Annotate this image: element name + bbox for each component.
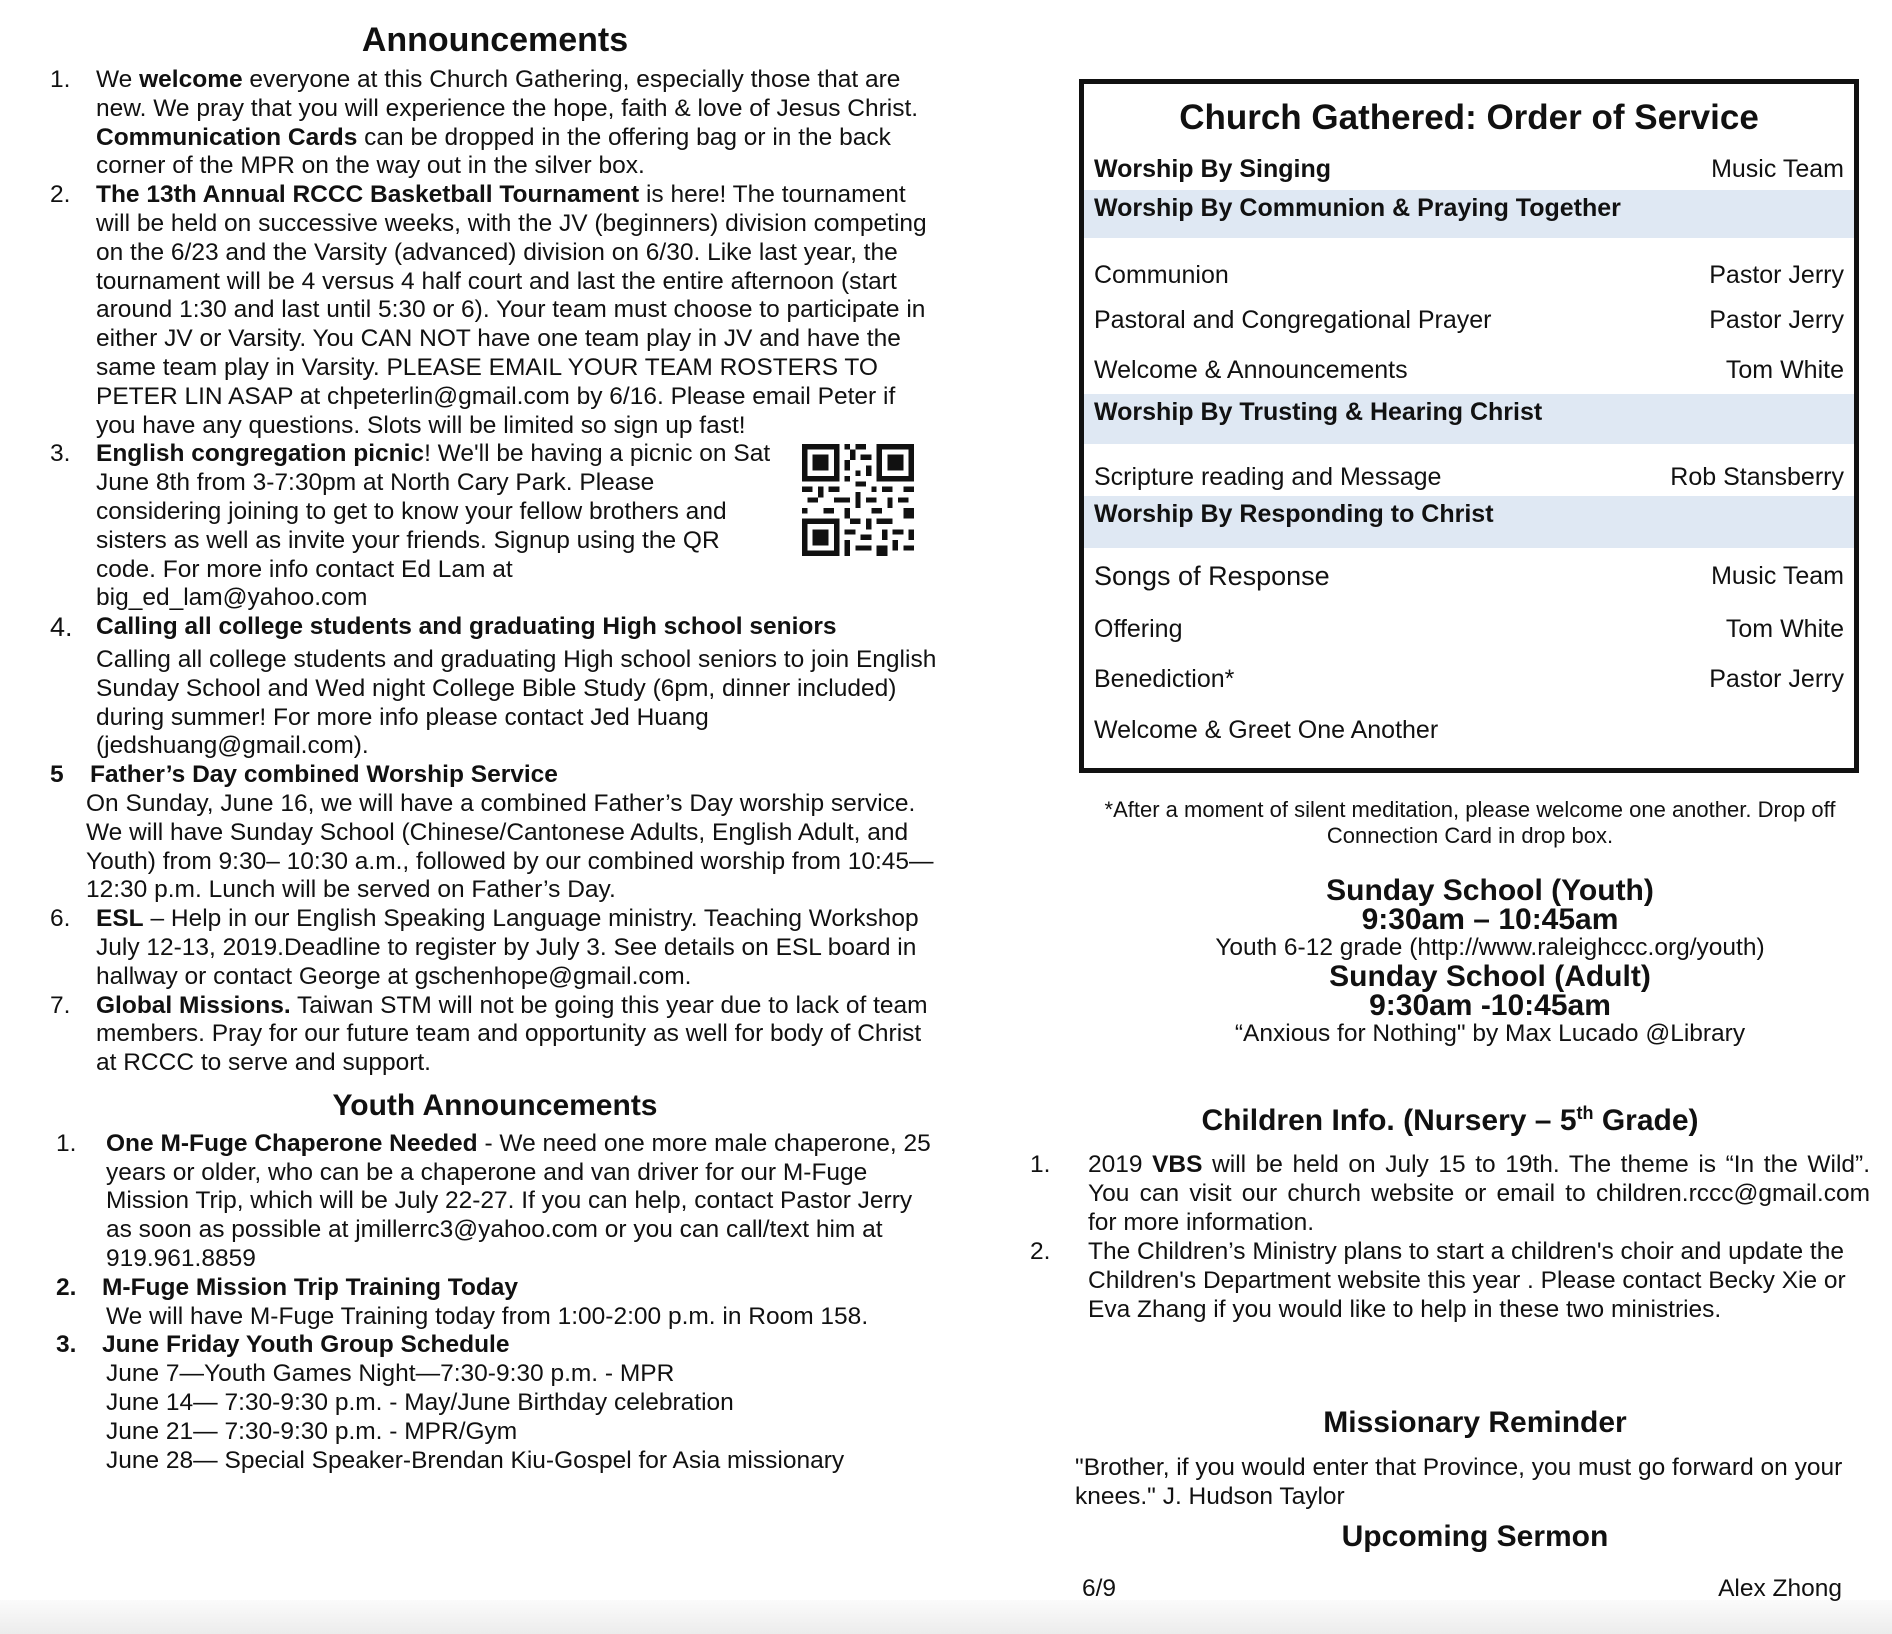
item-heading: Father’s Day combined Worship Service [90, 761, 558, 789]
service-section-label: Worship By Trusting & Hearing Christ [1094, 398, 1543, 426]
sunday-school-adult-desc: “Anxious for Nothing" by Max Lucado @Library [1234, 1020, 1746, 1047]
service-row-label: Scripture reading and Message [1094, 463, 1442, 491]
item-number: 5 [50, 761, 64, 789]
service-section-header [1084, 394, 1854, 444]
item-text [106, 1130, 940, 1274]
qr-code-icon[interactable] [802, 444, 914, 556]
item-number: 2. [56, 1273, 77, 1301]
text-bold: VBS [1152, 1151, 1203, 1178]
text-run: everyone at this Church Gathering, especially those that are new. We pray that you will experience the hope, faith & love of Jesus Christ. [96, 66, 919, 122]
item-number: 2. [50, 181, 71, 209]
service-row [1084, 604, 1854, 654]
text-bold: welcome [139, 66, 243, 93]
upcoming-sermon-title: Upcoming Sermon [1341, 1520, 1609, 1553]
item-text [86, 761, 940, 905]
item-text [96, 613, 940, 761]
sunday-school-youth-time: 9:30am – 10:45am [1361, 903, 1619, 936]
item-body: - We need one more male chaperone, 25 years or older, who can be a chaperone and van driver for our M-Fuge Mission Trip, which will be July 22-27. If you can help, contact Pastor Jerry as soon as possible at jmillerrc3@yahoo.com or you can call/text him at 919.961.8859 [106, 1129, 931, 1273]
item-body: is here! The tournament will be held on successive weeks, with the JV (beginners) division competing on the 6/23 and the Varsity (advanced) division on 6/30. Like last year, the tournament will be 4 versus 4 half court and last the entire afternoon (start around 1:30 and last until 5:30 or 6). Your team must choose to participate in either JV or Varsity. You CAN NOT have one team play in JV and have the same team play in Varsity. PLEASE EMAIL YOUR TEAM ROSTERS TO PETER LIN ASAP at chpeterlin@gmail.com by 6/16. Please email Peter if you have any questions. Slots will be limited so sign up fast! [96, 181, 927, 439]
service-row-leader: Music Team [1711, 561, 1844, 590]
youth-announcements-title: Youth Announcements [332, 1088, 658, 1122]
item-text [1088, 1150, 1870, 1237]
item-number: 3. [50, 440, 71, 468]
title-superscript: th [1576, 1103, 1594, 1123]
service-row [1084, 704, 1854, 756]
schedule-line: June 7—Youth Games Night—7:30-9:30 p.m. - MPR [106, 1360, 675, 1388]
order-of-service-title: Church Gathered: Order of Service [1179, 98, 1759, 137]
item-number: 2. [1030, 1238, 1051, 1265]
service-section-header [1084, 496, 1854, 548]
youth-item-2 [50, 1274, 940, 1332]
upcoming-sermon-row [1082, 1575, 1842, 1603]
youth-item-3 [50, 1331, 940, 1475]
item-body: ! We'll be having a picnic on Sat June 8th from 3-7:30pm at North Cary Park. Please considering joining to get to know your fellow brothers and sisters as well as invite your friends. Signup using the QR code. For more info contact Ed Lam at big_ed_lam@yahoo.com [96, 440, 771, 612]
service-row-label: Worship By Singing [1094, 154, 1332, 183]
service-row-label: Welcome & Announcements [1094, 355, 1408, 384]
item-heading: One M-Fuge Chaperone Needed [106, 1129, 478, 1157]
service-row-label: Pastoral and Congregational Prayer [1094, 305, 1492, 334]
announcement-item-3 [50, 440, 940, 613]
item-text [96, 992, 940, 1078]
announcement-item-5 [50, 761, 940, 905]
missionary-reminder-section [1075, 1405, 1875, 1511]
announcement-item-1 [50, 66, 940, 181]
item-number: 3. [56, 1331, 77, 1359]
service-row [1084, 654, 1854, 704]
service-section-label: Worship By Responding to Christ [1094, 500, 1494, 528]
text-run: 2019 [1088, 1151, 1153, 1178]
service-row [1084, 548, 1854, 604]
children-info-title [1030, 1094, 1870, 1140]
sunday-school-youth-desc: Youth 6-12 grade (http://www.raleighccc.org/youth) [1215, 934, 1765, 961]
item-heading: The 13th Annual RCCC Basketball Tournament [96, 181, 640, 209]
order-of-service-box [1079, 79, 1859, 773]
service-row [1084, 238, 1854, 294]
sermon-speaker: Alex Zhong [1718, 1575, 1842, 1602]
service-row-leader: Pastor Jerry [1709, 261, 1844, 289]
youth-item-1 [50, 1130, 940, 1274]
service-row-leader: Tom White [1725, 355, 1844, 384]
item-heading: M-Fuge Mission Trip Training Today [102, 1273, 519, 1301]
service-row-leader: Pastor Jerry [1709, 305, 1844, 334]
item-body: Calling all college students and graduating High school seniors to join English Sunday School and Wed night College Bible Study (6pm, dinner included) during summer! For more info please contact Jed Huang (jedshuang@gmail.com). [96, 645, 937, 760]
item-number: 1. [1030, 1151, 1051, 1178]
item-text: The Children’s Ministry plans to start a children's choir and update the Children's Department website this year . Please contact Becky Xie or Eva Zhang if you would like to help in these two ministries. [1088, 1238, 1846, 1323]
item-body: Taiwan STM will not be going this year due to lack of team members. Pray for our future team and opportunity as well for body of Christ at RCCC to serve and support. [96, 991, 928, 1077]
schedule-line: June 28— Special Speaker-Brendan Kiu-Gospel for Asia missionary [106, 1446, 845, 1474]
sunday-school-adult-title: Sunday School (Adult) [1329, 960, 1651, 993]
service-row-leader: Tom White [1725, 614, 1844, 643]
text-run: can be dropped in the offering bag or in the back corner of the MPR on the way out in the silver box. [96, 123, 891, 180]
service-row-label: Welcome & Greet One Another [1094, 715, 1439, 744]
title-text: Grade) [1593, 1104, 1699, 1137]
service-row-leader: Music Team [1711, 154, 1844, 183]
announcement-item-7 [50, 992, 940, 1078]
service-row-label: Communion [1094, 261, 1229, 289]
page-bottom-edge [0, 1600, 1892, 1634]
item-text [96, 440, 940, 613]
item-text [96, 905, 940, 991]
children-item-1 [1030, 1150, 1870, 1237]
service-section-label: Worship By Communion & Praying Together [1094, 194, 1621, 222]
item-body: We will have M-Fuge Training today from 1:00-2:00 p.m. in Room 158. [106, 1302, 869, 1330]
service-row-leader: Rob Stansberry [1670, 463, 1844, 491]
children-info-section [1030, 1094, 1870, 1324]
item-number: 1. [50, 66, 71, 93]
announcement-item-4 [50, 613, 940, 761]
service-row [1084, 346, 1854, 394]
service-row-label: Offering [1094, 614, 1183, 643]
item-body: On Sunday, June 16, we will have a combined Father’s Day worship service. We will have Sunday School (Chinese/Cantonese Adults, English Adult, and Youth) from 9:30– 10:30 a.m., followed by our combined worship from 10:45—12:30 p.m. Lunch will be served on Father’s Day. [86, 789, 934, 904]
item-number: 1. [56, 1129, 77, 1157]
schedule-line: June 14— 7:30-9:30 p.m. - May/June Birthday celebration [106, 1389, 734, 1417]
item-text [96, 66, 940, 181]
missionary-quote: "Brother, if you would enter that Province, you must go forward on your knees." J. Hudson Taylor [1075, 1454, 1843, 1510]
sermon-date: 6/9 [1082, 1575, 1117, 1602]
item-text [102, 1274, 940, 1332]
item-text [96, 181, 940, 440]
service-section-header [1084, 190, 1854, 238]
announcement-item-2 [50, 181, 940, 440]
service-row [1084, 294, 1854, 346]
text-bold: Communication Cards [96, 123, 358, 151]
item-body: – Help in our English Speaking Language ministry. Teaching Workshop July 12-13, 2019.Deadline to register by July 3. See details on ESL board in hallway or contact George at gschenhope@gmail.com. [96, 905, 919, 990]
item-text [102, 1331, 940, 1475]
announcement-item-6 [50, 905, 940, 991]
item-heading: Calling all college students and graduating High school seniors [96, 613, 837, 641]
schedule-line: June 21— 7:30-9:30 p.m. - MPR/Gym [106, 1417, 518, 1445]
sunday-school-adult-time: 9:30am -10:45am [1369, 989, 1611, 1022]
service-footnote: *After a moment of silent meditation, please welcome one another. Drop off Connection Card in drop box. [1104, 797, 1836, 848]
sunday-school-section [1070, 876, 1892, 1048]
item-heading: ESL [96, 905, 144, 933]
service-row-label: Songs of Response [1094, 560, 1330, 591]
item-heading: English congregation picnic [96, 440, 425, 468]
service-row-leader: Pastor Jerry [1709, 664, 1844, 693]
missionary-reminder-title: Missionary Reminder [1323, 1406, 1627, 1439]
title-text: Children Info. (Nursery – 5 [1201, 1104, 1577, 1137]
item-heading: June Friday Youth Group Schedule [102, 1331, 510, 1359]
children-item-2 [1030, 1237, 1870, 1324]
left-column [50, 14, 940, 1475]
service-row [1084, 148, 1854, 190]
item-number: 4. [50, 612, 73, 643]
item-number: 7. [50, 991, 71, 1019]
service-row-label: Benediction* [1094, 664, 1235, 693]
announcements-title: Announcements [361, 21, 629, 59]
item-number: 6. [50, 905, 71, 933]
text-run: We [96, 66, 140, 93]
sunday-school-youth-title: Sunday School (Youth) [1326, 874, 1654, 907]
item-heading: Global Missions. [96, 991, 291, 1019]
text-run: will be held on July 15 to 19th. The theme is “In the Wild”. You can visit our church website or email to children.rccc@gmail.com for more information. [1088, 1151, 1871, 1236]
service-row [1084, 444, 1854, 496]
